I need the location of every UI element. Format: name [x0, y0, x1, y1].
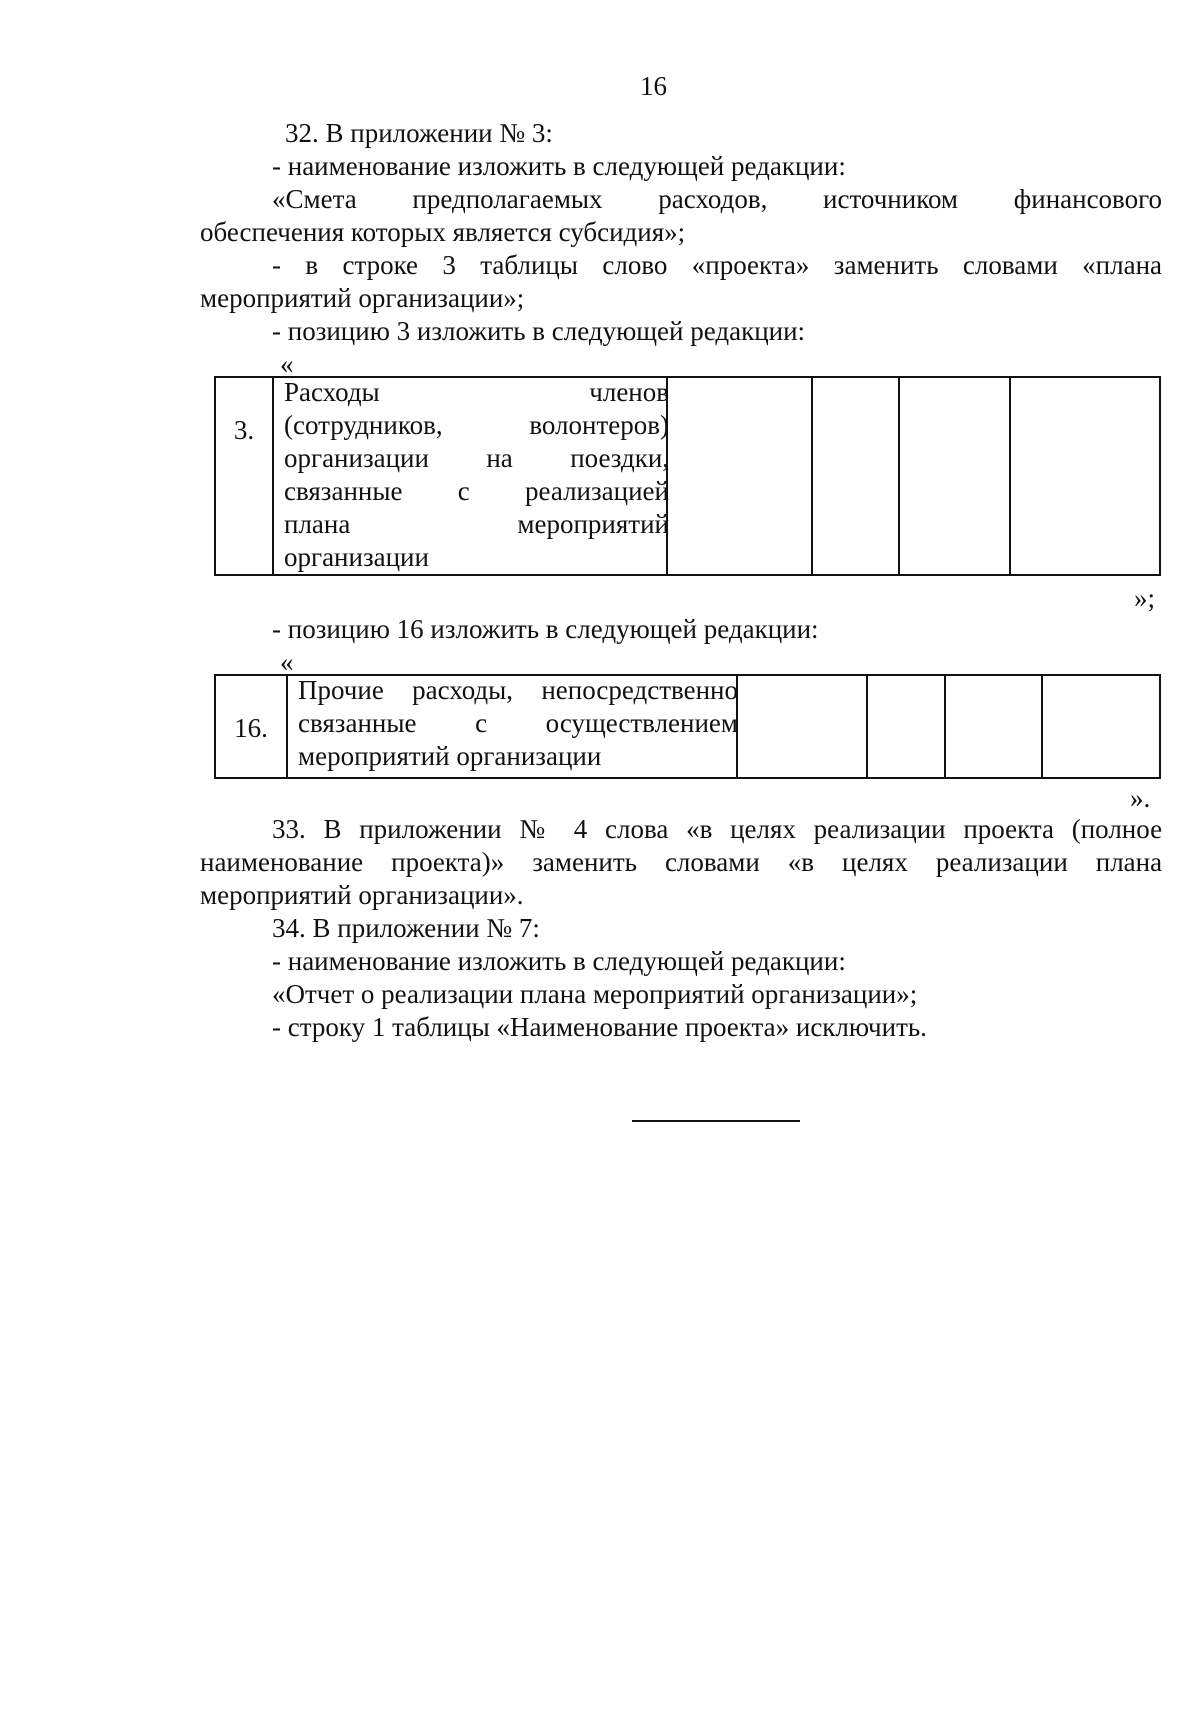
item-32-heading: 32. В приложении № 3: [285, 118, 553, 148]
table-divider [1041, 676, 1043, 777]
text-line: Прочие расходы, непосредственно [298, 675, 739, 705]
table-divider [272, 378, 274, 574]
table-divider [866, 676, 868, 777]
item-32-new-name-cont: обеспечения которых является субсидия»; [200, 217, 686, 247]
table-position-3 [214, 376, 1161, 576]
close-quote-2: ». [1130, 783, 1151, 813]
close-quote-1: »; [1134, 583, 1156, 613]
table-divider [736, 676, 738, 777]
table-divider [286, 676, 288, 777]
item-32-new-name: «Смета предполагаемых расходов, источником финансового [272, 184, 1162, 214]
text-line: связанные с реализацией [284, 476, 669, 506]
text-line: (сотрудников, волонтеров) [284, 410, 669, 440]
table-position-16-number: 16. [234, 713, 268, 743]
item-34-bullet-name: - наименование изложить в следующей редакции: [272, 946, 846, 976]
page-number: 16 [640, 71, 667, 101]
item-34-heading: 34. В приложении № 7: [272, 913, 540, 943]
table-divider [666, 378, 668, 574]
text-line: мероприятий организации [298, 741, 602, 771]
text-line: Расходы членов [284, 377, 669, 407]
item-32-bullet-pos3: - позицию 3 изложить в следующей редакции: [272, 316, 806, 346]
text-line: связанные с осуществлением [298, 708, 738, 738]
table-divider [944, 676, 946, 777]
text-line: плана мероприятий [284, 509, 669, 539]
item-33-line-2: наименование проекта)» заменить словами «в целях реализации плана [200, 847, 1162, 877]
item-32-bullet-name: - наименование изложить в следующей редакции: [272, 151, 846, 181]
item-32-bullet-pos16: - позицию 16 изложить в следующей редакции: [272, 614, 819, 644]
text-line: организации на поездки, [284, 443, 670, 473]
item-32-bullet-row3: - в строке 3 таблицы слово «проекта» заменить словами «плана [272, 250, 1162, 280]
item-33-line-1: 33. В приложении № 4 слова «в целях реализации проекта (полное [272, 814, 1162, 844]
table-position-3-text [284, 376, 669, 574]
text-line: организации [284, 542, 429, 572]
end-separator-line [632, 1120, 800, 1122]
table-divider [811, 378, 813, 574]
table-position-3-number: 3. [233, 415, 255, 445]
table-divider [1009, 378, 1011, 574]
item-34-new-name: «Отчет о реализации плана мероприятий организации»; [272, 979, 918, 1009]
table-position-16 [214, 674, 1161, 779]
item-34-bullet-row1: - строку 1 таблицы «Наименование проекта» исключить. [272, 1012, 927, 1042]
item-33-line-3: мероприятий организации». [200, 880, 524, 910]
item-32-bullet-row3-cont: мероприятий организации»; [200, 283, 525, 313]
open-quote-1: « [280, 349, 294, 379]
open-quote-2: « [280, 647, 294, 677]
table-position-16-text [298, 674, 738, 773]
table-divider [898, 378, 900, 574]
